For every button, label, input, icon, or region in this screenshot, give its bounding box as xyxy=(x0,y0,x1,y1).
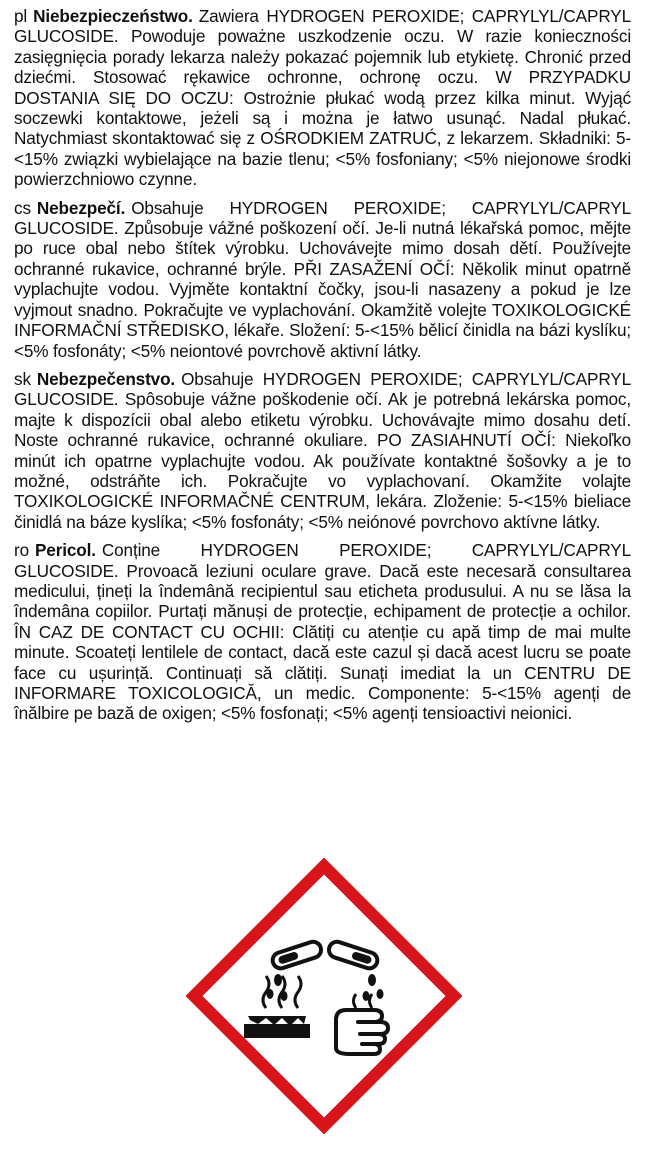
language-code: ro xyxy=(14,540,29,561)
section-body: Zawiera HYDROGEN PEROXIDE; CAPRYLYL/CAPRYL GLUCOSIDE. Powoduje poważne uszkodzenie oczu. W razie konieczności zasięgnięcia porady lekarza należy pokazać pojemnik lub etykietę. Chronić przed dziećmi. Stosować rękawice ochronne, ochronę oczu. W PRZYPADKU DOSTANIA SIĘ DO OCZU: Ostrożnie płukać wodą przez kilka minut. Wyjąć soczewki kontaktowe, jeżeli są i można je łatwo usunąć. Nadal płukać. Natychmiast skontaktować się z OŚRODKIEM ZATRUĆ, z lekarzem. Składniki: 5-<15% związki wybielające na bazie tlenu; <5% fosfoniany; <5% niejonowe środki powierzchniowo czynne. xyxy=(14,6,631,190)
ghs05-corrosion-icon xyxy=(186,858,462,1134)
signal-word: Nebezpečenstvo. xyxy=(36,368,176,389)
language-code: sk xyxy=(14,368,31,389)
signal-word: Nebezpečí. xyxy=(36,197,126,218)
section-body: Obsahuje HYDROGEN PEROXIDE; CAPRYLYL/CAPRYL GLUCOSIDE. Způsobuje vážné poškození očí. Je-li nutná lékařská pomoc, mějte po ruce obal nebo štítek výrobku. Uchovávejte mimo dosah dětí. Používejte ochranné rukavice, ochranné brýle. PŘI ZASAŽENÍ OČÍ: Několik minut opatrně vyplachujte vodou. Vyjměte kontaktní čočky, jsou-li nasazeny a pokud je lze vyjmout snadno. Pokračujte ve vyplachování. Okamžitě volejte TOXIKOLOGICKÉ INFORMAČNÍ STŘEDISKO, lékaře. Složení: 5-<15% bělicí činidla na bázi kyslíku; <5% fosfonáty; <5% neiontové povrchově aktivní látky. xyxy=(14,197,631,361)
pictogram-border xyxy=(194,866,454,1126)
section-body: Conține HYDROGEN PEROXIDE; CAPRYLYL/CAPRYL GLUCOSIDE. Provoacă leziuni oculare grave. Dacă este necesară consultarea medicului, țineți la îndemână recipientul sau eticheta produsului. A nu se lăsa la îndemâna copiilor. Purtați mănuși de protecție, echipament de protecție a ochilor. ÎN CAZ DE CONTACT CU OCHII: Clătiți cu atenție cu apă timp de mai multe minute. Scoateți lentilele de contact, dacă este cazul și dacă acest lucru se poate face cu ușurință. Continuați să clătiți. Sunați imediat la un CENTRU DE INFORMARE TOXICOLOGICĂ, un medic. Componente: 5-<15% agenți de înălbire pe bază de oxigen; <5% fosfonați; <5% agenți tensioactivi neionici. xyxy=(14,540,631,724)
language-code: cs xyxy=(14,197,31,218)
language-code: pl xyxy=(14,6,28,26)
section-pl xyxy=(14,6,631,190)
section-body: Obsahuje HYDROGEN PEROXIDE; CAPRYLYL/CAPRYL GLUCOSIDE. Spôsobuje vážne poškodenie očí. Ak je potrebná lekárska pomoc, majte k dispozícii obal alebo etiketu výrobku. Uchovávajte mimo dosahu detí. Noste ochranné rukavice, ochranné okuliare. PO ZASIAHNUTÍ OČÍ: Niekoľko minút ich opatrne vyplachujte vodou. Ak používate kontaktné šošovky a je to možné, odstráňte ich. Pokračujte vo vyplachovaní. Okamžite volajte TOXIKOLOGICKÉ INFORMAČNÉ CENTRUM, lekára. Zloženie: 5-<15% bieliace činidlá na báze kyslíka; <5% fosfonáty; <5% neiónové povrchovo aktívne látky. xyxy=(14,368,631,532)
signal-word: Pericol. xyxy=(34,540,96,561)
section-cs xyxy=(14,198,631,361)
signal-word: Niebezpieczeństwo. xyxy=(33,6,193,26)
section-ro xyxy=(14,540,631,724)
hazard-label-text xyxy=(14,6,631,732)
section-sk xyxy=(14,369,631,532)
